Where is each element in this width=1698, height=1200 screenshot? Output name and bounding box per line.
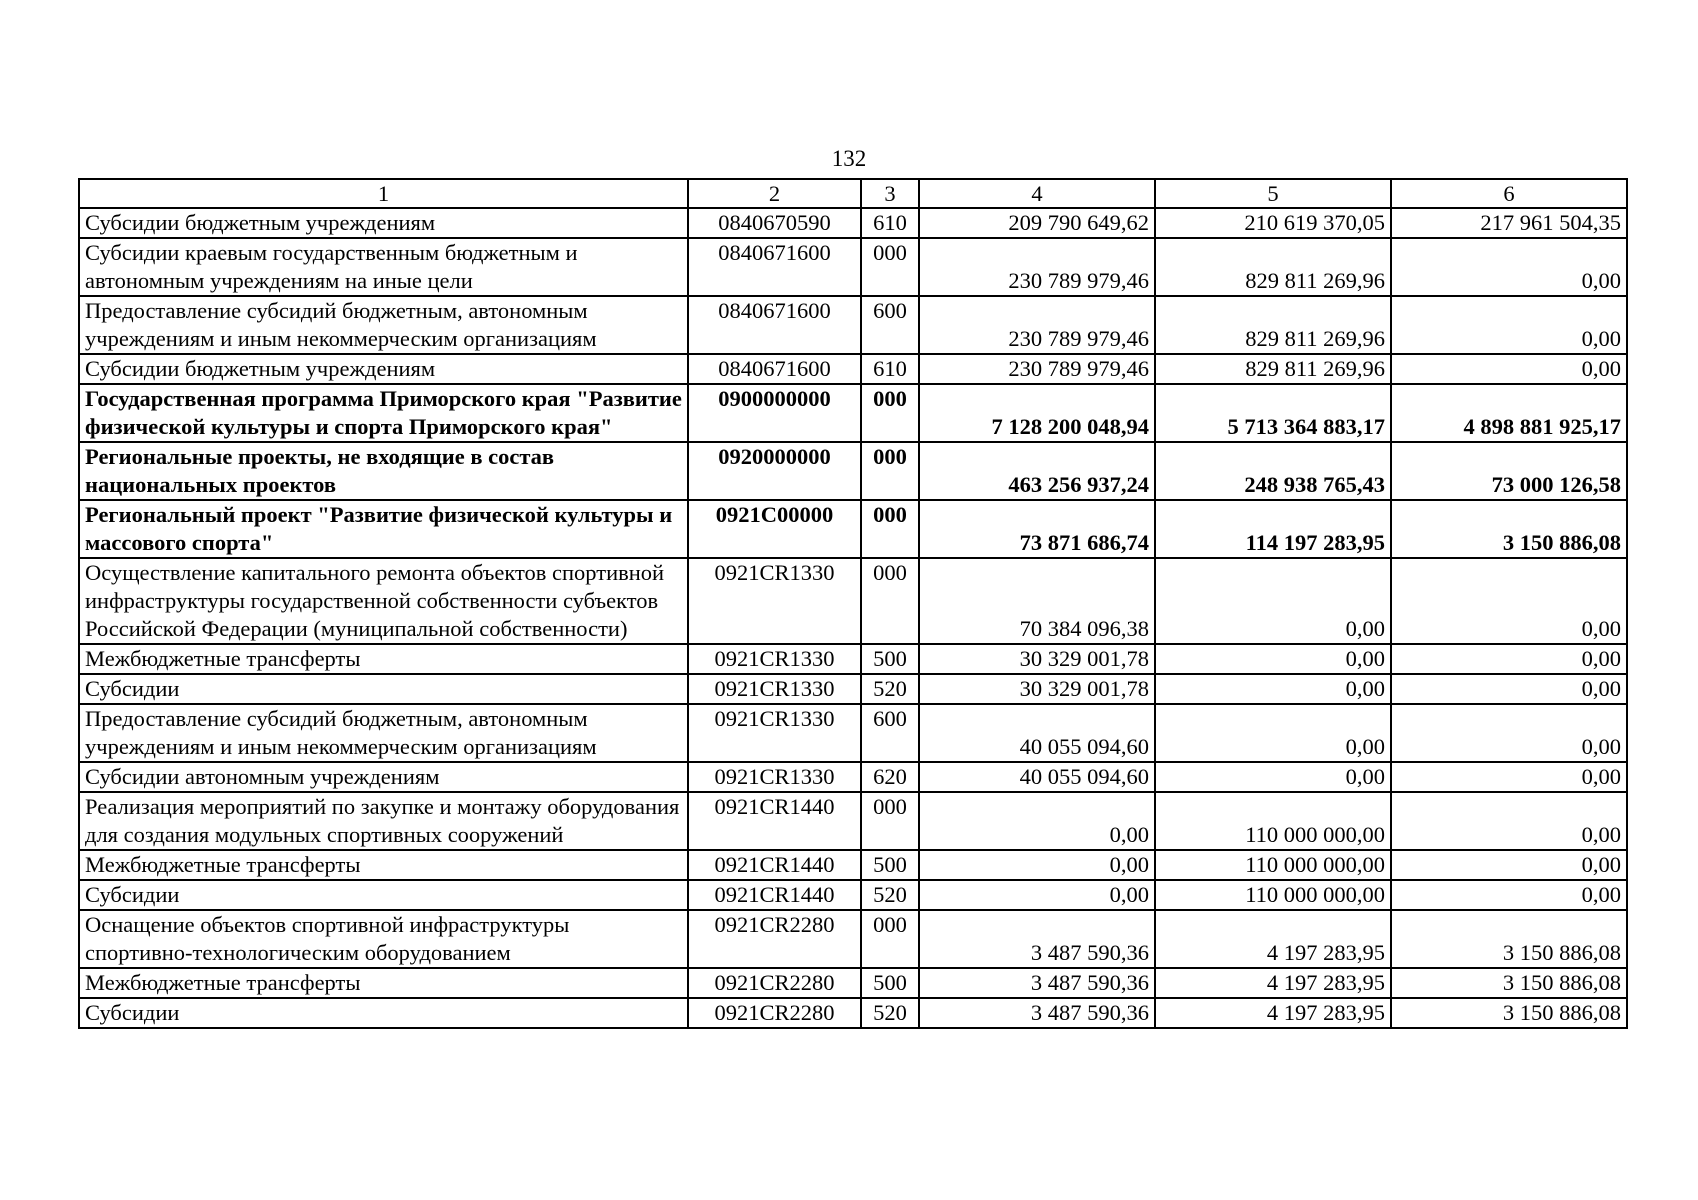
row-amount-col-6: 3 150 886,08 [1391, 910, 1627, 968]
row-amount-col-6: 0,00 [1391, 762, 1627, 792]
row-amount-col-5: 829 811 269,96 [1155, 296, 1391, 354]
row-amount-col-6: 3 150 886,08 [1391, 968, 1627, 998]
row-amount-col-6: 4 898 881 925,17 [1391, 384, 1627, 442]
row-expense-type: 520 [861, 880, 919, 910]
row-amount-col-6: 0,00 [1391, 296, 1627, 354]
row-expense-type: 500 [861, 968, 919, 998]
row-expense-type: 000 [861, 910, 919, 968]
row-amount-col-6: 0,00 [1391, 792, 1627, 850]
row-amount-col-4: 230 789 979,46 [919, 354, 1155, 384]
row-amount-col-5: 4 197 283,95 [1155, 998, 1391, 1028]
row-amount-col-6: 0,00 [1391, 850, 1627, 880]
budget-table [78, 178, 1628, 1029]
table-row [79, 880, 1627, 910]
row-amount-col-4: 30 329 001,78 [919, 644, 1155, 674]
row-amount-col-6: 0,00 [1391, 558, 1627, 644]
table-body [79, 208, 1627, 1028]
row-name: Субсидии автономным учреждениям [79, 762, 688, 792]
row-name: Предоставление субсидий бюджетным, автономным учреждениям и иным некоммерческим организациям [79, 704, 688, 762]
row-amount-col-4: 230 789 979,46 [919, 238, 1155, 296]
row-expense-type: 600 [861, 704, 919, 762]
table-row [79, 354, 1627, 384]
row-code: 0921CR2280 [688, 998, 861, 1028]
row-code: 0900000000 [688, 384, 861, 442]
row-name: Субсидии бюджетным учреждениям [79, 208, 688, 238]
row-amount-col-4: 209 790 649,62 [919, 208, 1155, 238]
row-amount-col-5: 210 619 370,05 [1155, 208, 1391, 238]
row-name: Субсидии [79, 880, 688, 910]
row-name: Осуществление капитального ремонта объектов спортивной инфраструктуры государственной собственности субъектов Российской Федерации (муниципальной собственности) [79, 558, 688, 644]
table-row [79, 644, 1627, 674]
row-amount-col-4: 40 055 094,60 [919, 704, 1155, 762]
row-code: 0920000000 [688, 442, 861, 500]
row-amount-col-4: 30 329 001,78 [919, 674, 1155, 704]
row-name: Субсидии краевым государственным бюджетным и автономным учреждениям на иные цели [79, 238, 688, 296]
row-amount-col-4: 7 128 200 048,94 [919, 384, 1155, 442]
row-code: 0921CR2280 [688, 968, 861, 998]
row-code: 0921CR1440 [688, 792, 861, 850]
table-row [79, 442, 1627, 500]
row-expense-type: 000 [861, 792, 919, 850]
header-col-6: 6 [1391, 179, 1627, 208]
row-amount-col-4: 3 487 590,36 [919, 998, 1155, 1028]
row-expense-type: 000 [861, 442, 919, 500]
row-amount-col-5: 829 811 269,96 [1155, 238, 1391, 296]
header-col-2: 2 [688, 179, 861, 208]
header-col-3: 3 [861, 179, 919, 208]
table-row [79, 384, 1627, 442]
row-amount-col-6: 217 961 504,35 [1391, 208, 1627, 238]
row-amount-col-4: 40 055 094,60 [919, 762, 1155, 792]
row-amount-col-5: 4 197 283,95 [1155, 968, 1391, 998]
row-amount-col-6: 0,00 [1391, 704, 1627, 762]
row-expense-type: 620 [861, 762, 919, 792]
row-amount-col-5: 110 000 000,00 [1155, 792, 1391, 850]
row-code: 0921CR1330 [688, 762, 861, 792]
row-name: Субсидии [79, 674, 688, 704]
row-code: 0921CR1440 [688, 880, 861, 910]
table-row [79, 792, 1627, 850]
row-name: Межбюджетные трансферты [79, 850, 688, 880]
row-amount-col-5: 5 713 364 883,17 [1155, 384, 1391, 442]
table-row [79, 558, 1627, 644]
row-name: Субсидии [79, 998, 688, 1028]
row-amount-col-6: 3 150 886,08 [1391, 500, 1627, 558]
header-col-4: 4 [919, 179, 1155, 208]
row-expense-type: 520 [861, 674, 919, 704]
table-row [79, 674, 1627, 704]
row-amount-col-4: 0,00 [919, 792, 1155, 850]
row-amount-col-5: 248 938 765,43 [1155, 442, 1391, 500]
row-expense-type: 610 [861, 354, 919, 384]
row-name: Региональные проекты, не входящие в состав национальных проектов [79, 442, 688, 500]
row-code: 0921CR1440 [688, 850, 861, 880]
table-row [79, 238, 1627, 296]
row-amount-col-5: 0,00 [1155, 762, 1391, 792]
row-amount-col-4: 73 871 686,74 [919, 500, 1155, 558]
row-amount-col-4: 463 256 937,24 [919, 442, 1155, 500]
row-amount-col-4: 3 487 590,36 [919, 968, 1155, 998]
row-expense-type: 000 [861, 238, 919, 296]
page-number: 132 [831, 146, 867, 171]
row-amount-col-4: 230 789 979,46 [919, 296, 1155, 354]
row-name: Субсидии бюджетным учреждениям [79, 354, 688, 384]
row-amount-col-5: 114 197 283,95 [1155, 500, 1391, 558]
row-amount-col-6: 0,00 [1391, 880, 1627, 910]
row-amount-col-4: 0,00 [919, 880, 1155, 910]
row-name: Реализация мероприятий по закупке и монтажу оборудования для создания модульных спортивных сооружений [79, 792, 688, 850]
row-amount-col-5: 829 811 269,96 [1155, 354, 1391, 384]
row-name: Межбюджетные трансферты [79, 968, 688, 998]
row-name: Предоставление субсидий бюджетным, автономным учреждениям и иным некоммерческим организациям [79, 296, 688, 354]
row-code: 0921CR1330 [688, 704, 861, 762]
table-row [79, 910, 1627, 968]
row-amount-col-5: 0,00 [1155, 644, 1391, 674]
row-amount-col-5: 0,00 [1155, 704, 1391, 762]
row-name: Региональный проект "Развитие физической культуры и массового спорта" [79, 500, 688, 558]
table-row [79, 296, 1627, 354]
row-expense-type: 600 [861, 296, 919, 354]
row-expense-type: 500 [861, 850, 919, 880]
row-expense-type: 500 [861, 644, 919, 674]
row-amount-col-6: 0,00 [1391, 354, 1627, 384]
row-code: 0921CR1330 [688, 644, 861, 674]
row-amount-col-4: 3 487 590,36 [919, 910, 1155, 968]
row-amount-col-5: 110 000 000,00 [1155, 850, 1391, 880]
row-code: 0840671600 [688, 354, 861, 384]
row-amount-col-6: 3 150 886,08 [1391, 998, 1627, 1028]
table-row [79, 850, 1627, 880]
row-code: 0840670590 [688, 208, 861, 238]
row-name: Государственная программа Приморского края "Развитие физической культуры и спорта Приморского края" [79, 384, 688, 442]
row-amount-col-6: 0,00 [1391, 674, 1627, 704]
row-amount-col-6: 73 000 126,58 [1391, 442, 1627, 500]
row-expense-type: 000 [861, 558, 919, 644]
row-expense-type: 520 [861, 998, 919, 1028]
table-row [79, 968, 1627, 998]
row-amount-col-5: 110 000 000,00 [1155, 880, 1391, 910]
row-amount-col-4: 70 384 096,38 [919, 558, 1155, 644]
header-col-1: 1 [79, 179, 688, 208]
row-name: Оснащение объектов спортивной инфраструктуры спортивно-технологическим оборудованием [79, 910, 688, 968]
row-name: Межбюджетные трансферты [79, 644, 688, 674]
row-amount-col-5: 0,00 [1155, 558, 1391, 644]
row-expense-type: 610 [861, 208, 919, 238]
row-code: 0840671600 [688, 238, 861, 296]
row-amount-col-4: 0,00 [919, 850, 1155, 880]
table-row [79, 998, 1627, 1028]
row-amount-col-5: 0,00 [1155, 674, 1391, 704]
row-expense-type: 000 [861, 384, 919, 442]
table-row [79, 762, 1627, 792]
table-row [79, 500, 1627, 558]
row-code: 0921CR1330 [688, 558, 861, 644]
row-expense-type: 000 [861, 500, 919, 558]
row-amount-col-6: 0,00 [1391, 238, 1627, 296]
header-col-5: 5 [1155, 179, 1391, 208]
header-row [79, 179, 1627, 208]
row-code: 0921CR2280 [688, 910, 861, 968]
row-code: 0840671600 [688, 296, 861, 354]
table-row [79, 704, 1627, 762]
row-code: 0921CR1330 [688, 674, 861, 704]
row-code: 0921С00000 [688, 500, 861, 558]
row-amount-col-5: 4 197 283,95 [1155, 910, 1391, 968]
table-row [79, 208, 1627, 238]
row-amount-col-6: 0,00 [1391, 644, 1627, 674]
